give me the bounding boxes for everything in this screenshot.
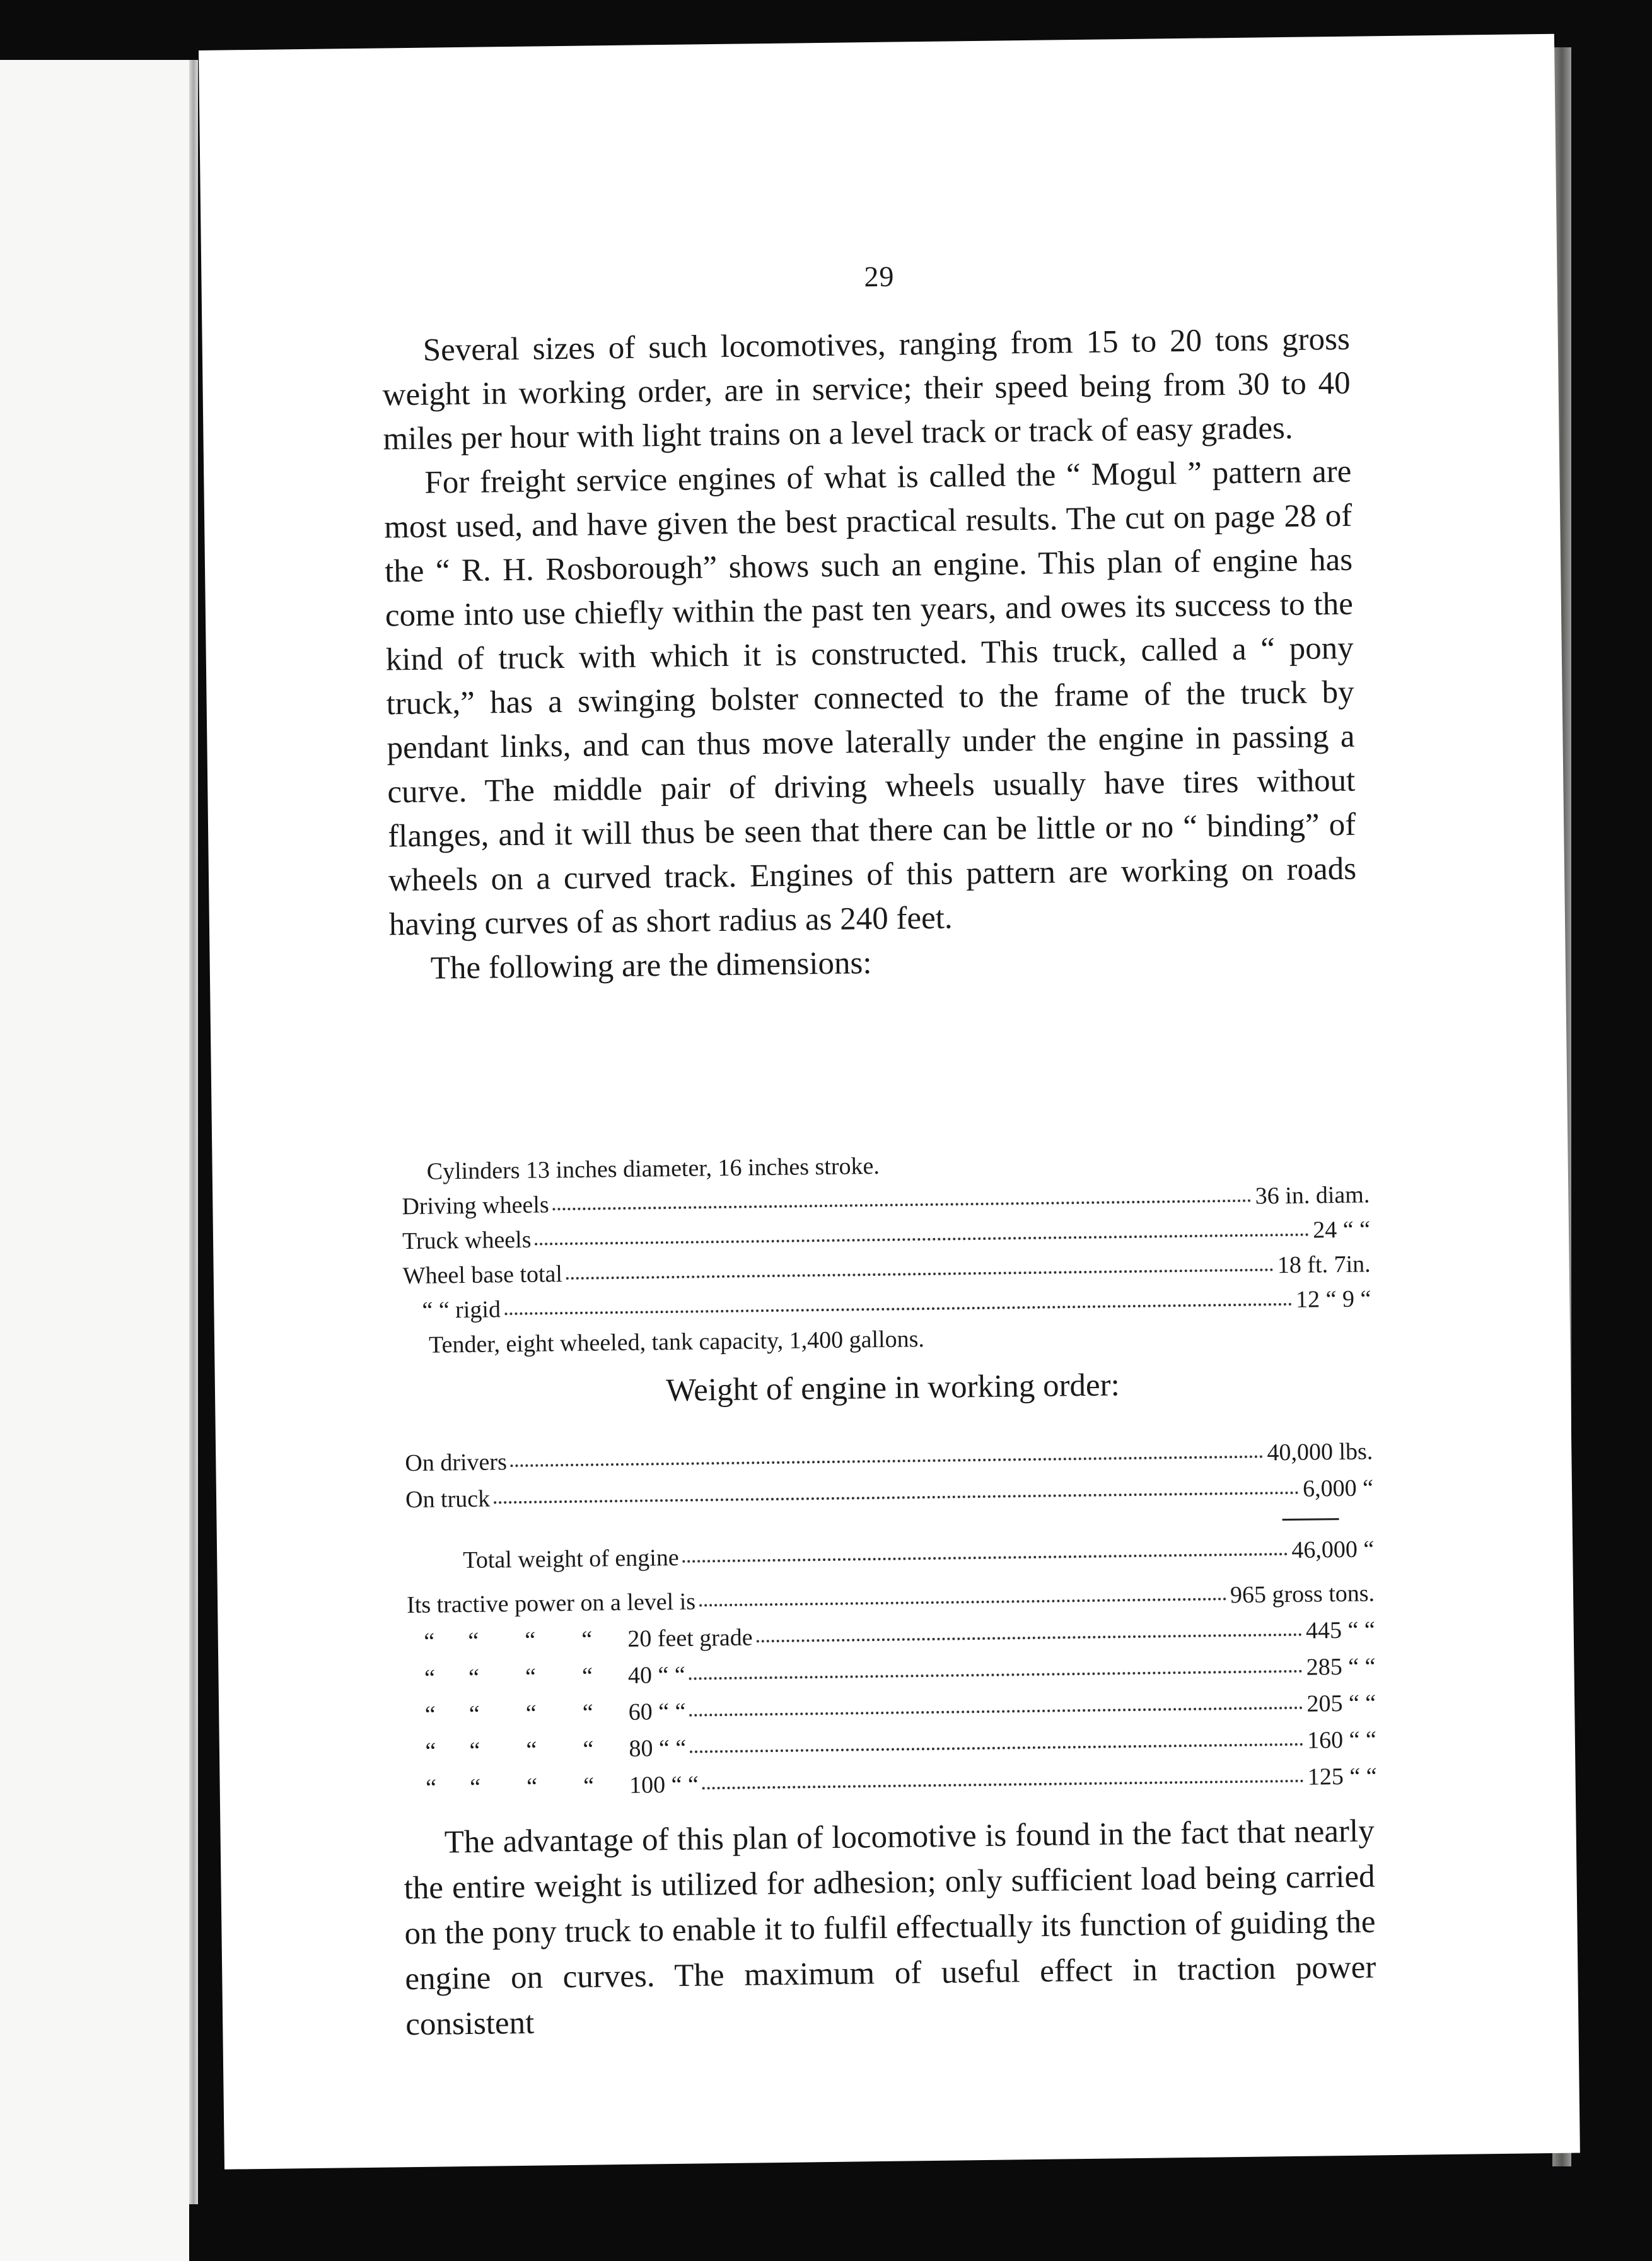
paragraph-locomotive-sizes: Several sizes of such locomotives, ranging from 15 to 20 tons gross weight in working order, are in service; their speed being from 30 to 40 miles per hour with light trains on a level track or track of easy grades. bbox=[382, 321, 1351, 457]
ditto-mark: “ bbox=[583, 1772, 595, 1799]
leader-dots bbox=[535, 1233, 1310, 1245]
body-text-top bbox=[381, 317, 1358, 991]
tractive-value: 125 “ “ bbox=[1307, 1763, 1377, 1791]
grade-text: 100 “ “ bbox=[629, 1771, 699, 1799]
paragraph-mogul-pattern: For freight service engines of what is called the “ Mogul ” pattern are most used, and have given the best practical results. The cut on page 28 of the “ R. H. Rosborough” shows such an engine. This plan of engine has come into use chiefly within the past ten years, and owes its success to the kind of truck with which it is constructed. This truck, called a “ pony truck,” has a swinging bolster connected to the frame of the truck by pendant links, and can thus move laterally under the engine in passing a curve. The middle pair of driving wheels usually have tires without flanges, and it will thus be seen that there can be little or no “ binding” of wheels on a curved track. Engines of this pattern are working on roads having curves of as short radius as 240 feet. bbox=[383, 453, 1357, 943]
facing-page-edge bbox=[189, 60, 198, 2204]
leader-dots bbox=[690, 1743, 1303, 1753]
weight-label: On truck bbox=[405, 1485, 491, 1514]
paragraph-advantage: The advantage of this plan of locomotive is found in the fact that nearly the entire weight is utilized for adhesion; only sufficient load being carried on the pony truck to enable it to fulfil effectually its function of guiding the engine on curves. The maximum of useful effect in traction power consistent bbox=[404, 1813, 1376, 2043]
body-text-bottom bbox=[403, 1808, 1376, 2047]
tractive-value: 445 “ “ bbox=[1305, 1616, 1375, 1644]
ditto-mark: “ bbox=[525, 1627, 536, 1654]
dimension-label: “ “ rigid bbox=[422, 1296, 501, 1324]
ditto-mark: “ bbox=[468, 1627, 479, 1654]
dimension-value: 18 ft. 7in. bbox=[1277, 1251, 1371, 1279]
weight-heading: Weight of engine in working order: bbox=[665, 1367, 1120, 1409]
dimension-label: Driving wheels bbox=[402, 1191, 549, 1220]
ditto-mark: “ bbox=[425, 1774, 437, 1801]
total-weight-value: 46,000 “ bbox=[1291, 1536, 1375, 1563]
ditto-mark: “ bbox=[424, 1628, 435, 1655]
leader-dots bbox=[690, 1707, 1303, 1717]
tractive-grade-label bbox=[408, 1693, 686, 1733]
weight-value: 6,000 “ bbox=[1302, 1475, 1374, 1502]
ditto-mark: “ bbox=[468, 1664, 480, 1691]
leader-dots bbox=[757, 1633, 1302, 1643]
tractive-table bbox=[407, 1575, 1377, 1806]
dimensions-table bbox=[401, 1143, 1371, 1363]
weight-label: On drivers bbox=[405, 1449, 508, 1477]
leader-dots bbox=[504, 1302, 1292, 1314]
ditto-mark: “ bbox=[425, 1738, 436, 1765]
page-number: 29 bbox=[864, 260, 895, 293]
tractive-value: 160 “ “ bbox=[1306, 1726, 1377, 1754]
tractive-value: 285 “ “ bbox=[1306, 1653, 1376, 1681]
tractive-grade-label bbox=[409, 1730, 687, 1770]
weights-table bbox=[405, 1433, 1377, 1806]
ditto-mark: “ bbox=[582, 1699, 593, 1726]
paragraph-dimensions-intro: The following are the dimensions: bbox=[430, 945, 872, 986]
leader-dots bbox=[566, 1268, 1274, 1280]
tractive-grade-label bbox=[409, 1767, 699, 1807]
grade-text: 60 “ “ bbox=[628, 1698, 686, 1726]
dimension-value: 12 “ 9 “ bbox=[1295, 1285, 1371, 1313]
ditto-mark: “ bbox=[469, 1773, 481, 1801]
tractive-value: 205 “ “ bbox=[1306, 1690, 1376, 1717]
ditto-mark: “ bbox=[526, 1773, 538, 1800]
ditto-mark: “ bbox=[424, 1701, 436, 1728]
facing-page bbox=[0, 60, 189, 2261]
tractive-label: Its tractive power on a level is bbox=[406, 1588, 696, 1619]
grade-text: 20 feet grade bbox=[627, 1624, 753, 1652]
dimension-label: Wheel base total bbox=[402, 1261, 563, 1290]
ditto-mark: “ bbox=[469, 1737, 480, 1764]
tractive-grade-label bbox=[407, 1657, 685, 1697]
leader-dots bbox=[683, 1553, 1288, 1563]
tender-line: Tender, eight wheeled, tank capacity, 1,400 gallons. bbox=[428, 1326, 925, 1358]
leader-dots bbox=[699, 1598, 1226, 1606]
ditto-mark: “ bbox=[525, 1700, 537, 1727]
dimension-label: Truck wheels bbox=[402, 1226, 532, 1255]
dimension-value: 24 “ “ bbox=[1312, 1216, 1371, 1244]
ditto-mark: “ bbox=[581, 1662, 593, 1690]
leader-dots bbox=[553, 1199, 1252, 1210]
book-page bbox=[199, 34, 1580, 2170]
ditto-mark: “ bbox=[424, 1664, 436, 1691]
leader-dots bbox=[511, 1456, 1264, 1468]
grade-text: 80 “ “ bbox=[629, 1734, 687, 1762]
tractive-value: 965 gross tons. bbox=[1230, 1580, 1375, 1609]
leader-dots bbox=[689, 1670, 1303, 1680]
cylinders-line: Cylinders 13 inches diameter, 16 inches stroke. bbox=[426, 1152, 880, 1185]
weight-value: 40,000 lbs. bbox=[1267, 1438, 1373, 1466]
leader-dots bbox=[494, 1492, 1299, 1504]
ditto-mark: “ bbox=[581, 1626, 593, 1653]
ditto-mark: “ bbox=[526, 1736, 537, 1763]
grade-text: 40 “ “ bbox=[627, 1661, 686, 1689]
tractive-grade-label bbox=[407, 1619, 753, 1660]
total-weight-label: Total weight of engine bbox=[463, 1544, 679, 1574]
dimension-value: 36 in. diam. bbox=[1255, 1181, 1370, 1210]
leader-dots bbox=[702, 1780, 1304, 1790]
total-weight-row bbox=[406, 1531, 1375, 1579]
ditto-mark: “ bbox=[583, 1736, 594, 1763]
ditto-mark: “ bbox=[525, 1663, 537, 1690]
sum-rule bbox=[1283, 1518, 1339, 1521]
ditto-mark: “ bbox=[468, 1700, 480, 1727]
